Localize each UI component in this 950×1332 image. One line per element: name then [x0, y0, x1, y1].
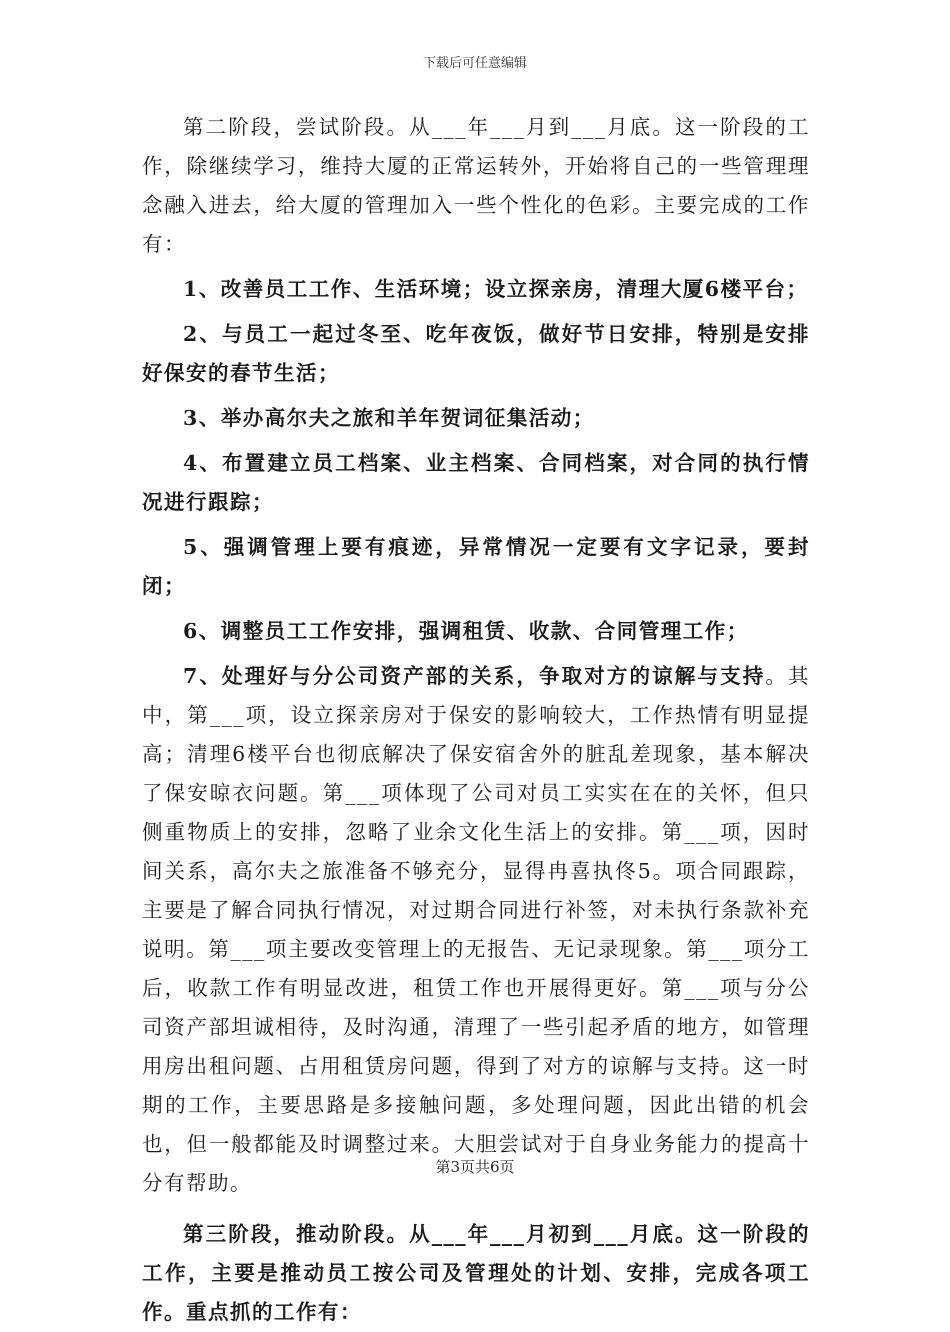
page-header: 下载后可任意编辑	[422, 56, 527, 71]
list-item: 3、举办高尔夫之旅和羊年贺词征集活动；	[183, 406, 595, 430]
list-item-seven	[142, 657, 810, 1203]
document-body	[142, 108, 810, 1332]
list-item-seven-commentary: 。其中，第___项，设立探亲房对于保安的影响较大，工作热情有明显提高；清理6楼平台也彻底解决了保安宿舍外的脏乱差现象，基本解决了保安晾衣问题。第___项体现了公司对员工实实在在的关怀，但只侧重物质上的安排，忽略了业余文化生活上的安排。第___项，因时间关系，高尔夫之旅准备不够充分，显得冉喜执佟5。项合同跟踪，主要是了解合同执行情况，对过期合同进行补签，对未执行条款补充说明。第___项主要改变管理上的无报告、无记录现象。第___项分工后，收款工作有明显改进，租赁工作也开展得更好。第___项与分公司资产部坦诚相待，及时沟通，清理了一些引起矛盾的地方，如管理用房出租问题、占用租赁房问题，得到了对方的谅解与支持。这一时期的工作，主要思路是多接触问题，多处理问题，因此出错的机会也，但一般都能及时调整过来。大胆尝试对于自身业务能力的提高十分有帮助。	[142, 664, 810, 1195]
page-number: 第3页共6页	[435, 1158, 515, 1176]
list-item-seven-heading: 7、处理好与分公司资产部的关系，争取对方的谅解与支持	[183, 664, 766, 688]
list-item: 4、布置建立员工档案、业主档案、合同档案，对合同的执行情况进行跟踪；	[142, 451, 810, 514]
list-item: 6、调整员工工作安排，强调租赁、收款、合同管理工作；	[183, 619, 749, 643]
list-item: 5、强调管理上要有痕迹，异常情况一定要有文字记录，要封闭；	[142, 535, 810, 598]
paragraph-stage-three: 第三阶段，推动阶段。从___年___月初到___月底。这一阶段的工作，主要是推动员工按公司及管理处的计划、安排，完成各项工作。重点抓的工作有：	[142, 1222, 810, 1324]
paragraph-stage-two: 第二阶段，尝试阶段。从___年___月到___月底。这一阶段的工作，除继续学习，维持大厦的正常运转外，开始将自己的一些管理理念融入进去，给大厦的管理加入一些个性化的色彩。主要完成的工作有：	[142, 115, 810, 256]
list-item: 2、与员工一起过冬至、吃年夜饭，做好节日安排，特别是安排好保安的春节生活；	[142, 322, 810, 385]
list-item: 1、改善员工工作、生活环境；设立探亲房，清理大厦6楼平台；	[183, 277, 809, 301]
